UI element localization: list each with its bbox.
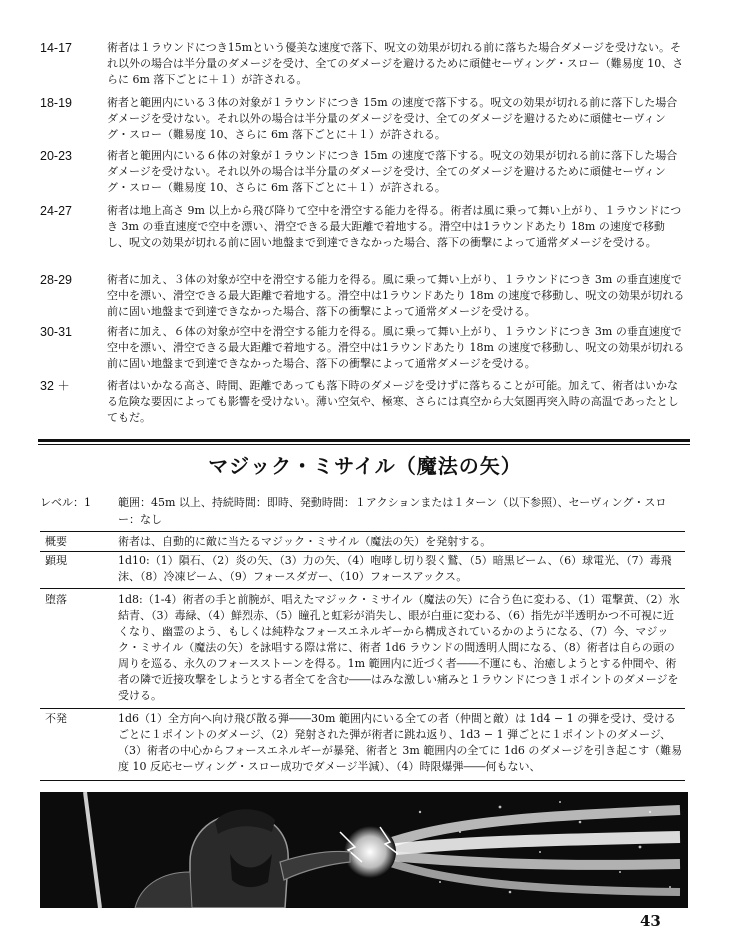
- section-divider-thin: [38, 444, 690, 445]
- roll-result-text: 術者と範囲内にいる６体の対象が１ラウンドにつき 15m の速度で落下する。呪文の効果が切れる前に落下した場合ダメージを受けない。それ以外の場合は半分量のダメージを受け、全てのダメージを避けるために頑健セーヴィング・スロー（難易度 10、さらに 6m 落下ごとに＋１）が許される。: [107, 149, 678, 194]
- roll-range: 14-17: [40, 41, 72, 55]
- page-number: 43: [640, 912, 661, 930]
- roll-range: 24-27: [40, 204, 72, 218]
- roll-result-text: 術者に加え、６体の対象が空中を滑空する能力を得る。風に乗って舞い上がり、１ラウンドにつき 3m の垂直速度で空中を漂い、滑空できる最大距離で着地する。滑空中は1ラウンドあたり 18m の速度で移動し、呪文の効果が切れる前に固い地盤まで到達できなかった場合、落下の衝撃によって通常ダメージを受ける。: [107, 325, 685, 370]
- row-label: 顕現: [45, 554, 67, 567]
- roll-range: 28-29: [40, 273, 72, 287]
- spell-level-text: 範囲：45m 以上、持続時間：即時、発動時間：１アクションまたは１ターン（以下参照）、セーヴィング・スロー：なし: [118, 496, 667, 526]
- table-divider: [40, 780, 685, 781]
- table-divider: [40, 708, 685, 709]
- row-text: 1d10:（1）隕石、（2）炎の矢、（3）力の矢、（4）咆哮し切り裂く鷲、（5）暗黒ビーム、（6）球電光、（7）毒飛沫、（8）冷凍ビーム、（9）フォースダガー、（10）フォースアックス。: [118, 554, 672, 583]
- roll-result-text: 術者はいかなる高さ、時間、距離であっても落下時のダメージを受けずに落ちることが可能。加えて、術者はいかなる危険な要因によっても影響を受けない。薄い空気や、極寒、さらには真空から大気圏再突入時の高温であったとしてもだ。: [107, 379, 679, 424]
- wizard-casting-illustration: [40, 792, 688, 908]
- spell-level-label: レベル：1: [40, 496, 91, 509]
- magic-missile-artwork: [40, 792, 688, 908]
- roll-result-text: 術者と範囲内にいる３体の対象が１ラウンドにつき 15m の速度で落下する。呪文の効果が切れる前に落下した場合ダメージを受けない。それ以外の場合は半分量のダメージを受け、全てのダメージを避けるために頑健セーヴィング・スロー（難易度 10、さらに 6m 落下ごとに＋１）が許される。: [107, 96, 678, 141]
- row-text: 術者は、自動的に敵に当たるマジック・ミサイル（魔法の矢）を発射する。: [118, 535, 492, 548]
- row-text: 1d6（1）全方向へ向け飛び散る弾――30m 範囲内にいる全ての者（仲間と敵）は 1d4 − 1 の弾を受け、受けるごとに１ポイントのダメージ、（2）発射された弾が術者に跳ね返り、1d3 − 1 弾ごとに１ポイントのダメージ、（3）術者の中心からフォースエネルギーが暴発、術者と 3m 範囲内の全てに 1d6 のダメージを引き起こす（難易度 10 反応セーヴィング・スロー成功でダメージ半減）、（4）時限爆弾――何もない、: [118, 712, 683, 773]
- roll-range: 18-19: [40, 96, 72, 110]
- roll-result-text: 術者は地上高さ 9m 以上から飛び降りて空中を滑空する能力を得る。術者は風に乗って舞い上がり、１ラウンドにつき 3m の垂直速度で空中を漂い、滑空できる最大距離で着地する。滑空中は1ラウンドあたり 18m の速度で移動し、呪文の効果が切れる前に固い地盤まで到達できなかった場合、落下の衝撃によって通常ダメージを受ける。: [107, 204, 682, 249]
- table-divider: [40, 531, 685, 532]
- row-label: 堕落: [45, 593, 67, 606]
- row-text: 1d8:（1-4）術者の手と前腕が、唱えたマジック・ミサイル（魔法の矢）に合う色に変わる、（1）電撃黄、（2）氷結青、（3）毒緑、（4）鮮烈赤、（5）瞳孔と虹彩が消失し、眼が白亜に変わる、（6）指先が半透明かつ不可視に近くなり、幽霊のよう、もしくは純粋なフォースエネルギーから構成されているかのようになる、（7）今、マジック・ミサイル（魔法の矢）を詠唱する際は常に、術者 1d6 ラウンドの間透明人間になる、（8）術者は自らの頭の周りを巡る、永久のフォースストーンを得る。1m 範囲内に近づく者――不運にも、治癒しようとする仲間や、術者の隣で近接攻撃をしようとする者全てを含む――はみな激しい痛みと１ラウンドにつき１ポイントのダメージを受ける。: [118, 593, 680, 702]
- roll-result-text: 術者は１ラウンドにつき15mという優美な速度で落下、呪文の効果が切れる前に落ちた場合ダメージを受けない。それ以外の場合は半分量のダメージを受け、全てのダメージを避けるために頑健セーヴィング・スロー（難易度 10、さらに 6m 落下ごとに＋１）が許される。: [107, 41, 684, 86]
- roll-range: 30-31: [40, 325, 72, 339]
- roll-result-text: 術者に加え、３体の対象が空中を滑空する能力を得る。風に乗って舞い上がり、１ラウンドにつき 3m の垂直速度で空中を漂い、滑空できる最大距離で着地する。滑空中は1ラウンドあたり 18m の速度で移動し、呪文の効果が切れる前に固い地盤まで到達できなかった場合、落下の衝撃によって通常ダメージを受ける。: [107, 273, 685, 318]
- table-divider: [40, 588, 685, 589]
- table-divider: [40, 551, 685, 552]
- roll-range: 20-23: [40, 149, 72, 163]
- row-label: 不発: [45, 712, 67, 725]
- roll-range: 32 ＋: [40, 379, 70, 393]
- spell-title: マジック・ミサイル（魔法の矢）: [208, 454, 522, 478]
- row-label: 概要: [45, 535, 67, 548]
- section-divider: [38, 439, 690, 442]
